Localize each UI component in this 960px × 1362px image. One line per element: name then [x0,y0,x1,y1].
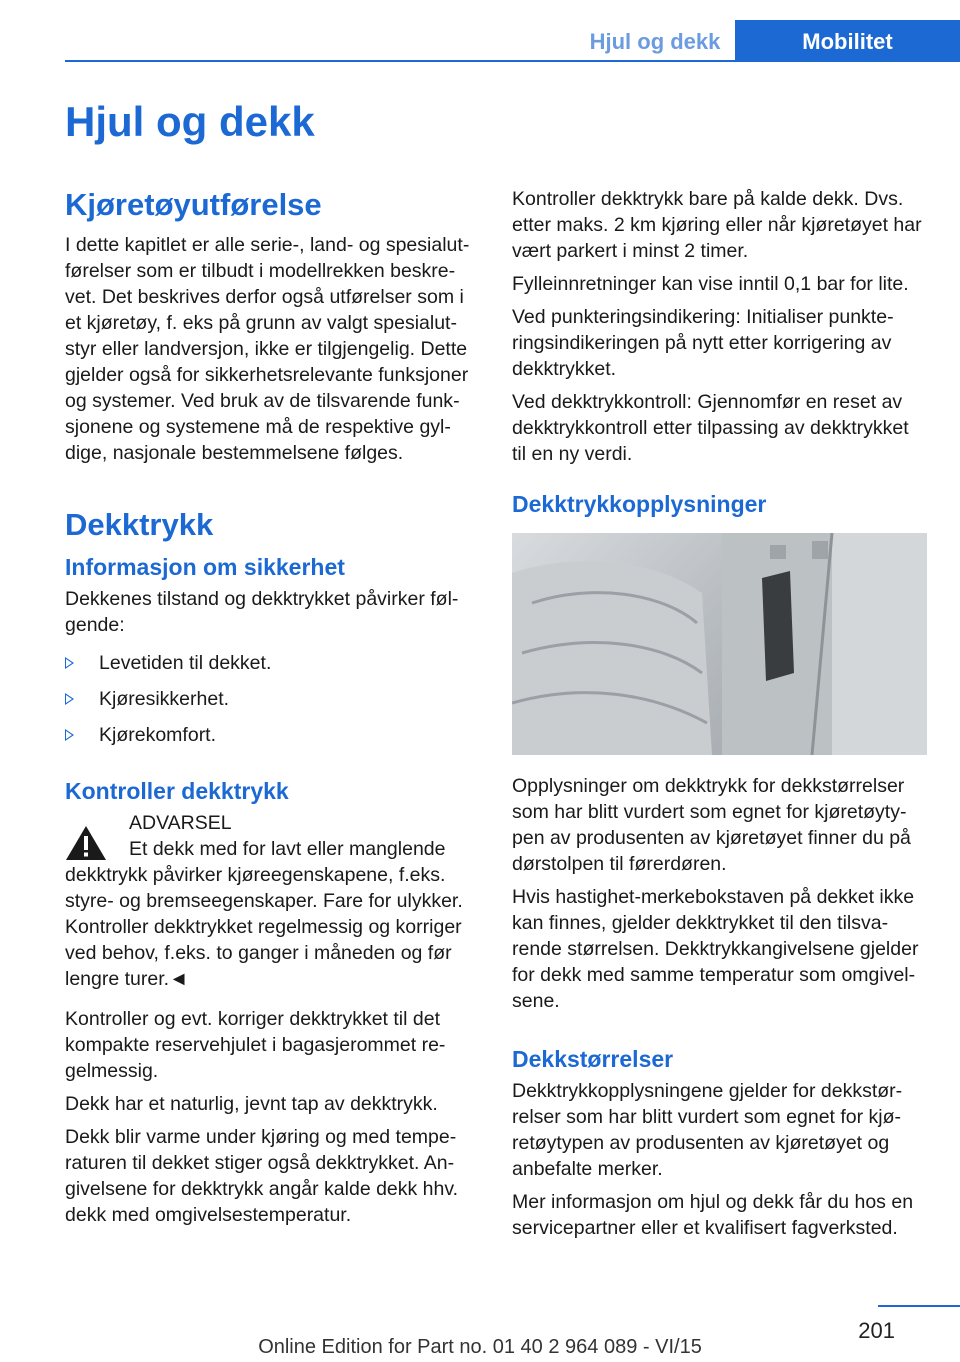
warning-body: dekktrykk påvirker kjøreegenskapene, f.eks. styre- og bremseegenskaper. Fare for ulykker. Kontroller dekktrykket regelmessig og korriger ved behov, f.eks. to ganger i måneden og før lengre turer.◄ [65,864,463,990]
door-pillar-illustration [512,533,927,755]
header-section-tab[interactable]: Hjul og dekk [589,29,721,54]
page-title: Hjul og dekk [65,98,315,145]
header-divider [65,60,960,62]
warning-title: ADVARSEL [129,812,232,834]
right-column [512,186,927,1248]
warning-box [65,810,480,992]
heading-pressure-info: Dekktrykkopplysninger [512,491,767,517]
header-chapter-tab[interactable]: Mobilitet [735,20,960,62]
paragraph-tire-sizes: Dekktrykkopplysningene gjelder for dekkstørrelser som har blitt vurdert som egnet for kjøretøytypen av produsenten av kjøretøyet og anbefalte merker. [512,1080,903,1180]
paragraph-cold-tires: Kontroller dekktrykk bare på kalde dekk. Dvs. etter maks. 2 km kjøring eller når kjøretøyet har vært parkert i minst 2 timer. [512,188,922,262]
triangle-bullet-icon [65,693,74,705]
paragraph-pressure-info-1: Opplysninger om dekktrykk for dekkstørrelser som har blitt vurdert som egnet for kjøretøytypen av produsenten av kjøretøyet finner du på dørstolpen til førerdøren. [512,775,911,875]
list-item [65,722,480,748]
page-number: 201 [858,1318,895,1343]
footer-divider [878,1305,960,1307]
heading-check-pressure: Kontroller dekktrykk [65,778,289,804]
heading-tire-sizes: Dekkstørrelser [512,1046,674,1072]
list-item-text: Levetiden til dekket. [99,652,272,674]
paragraph-spare-wheel: Kontroller og evt. korriger dekktrykket til det kompakte reservehjulet i bagasjerommet regelmessig. [65,1008,446,1082]
left-column [65,186,480,1235]
heading-safety-info: Informasjon om sikkerhet [65,554,345,580]
triangle-bullet-icon [65,657,74,669]
triangle-bullet-icon [65,729,74,741]
bullet-list [65,650,480,748]
list-item-text: Kjørekomfort. [99,724,217,746]
paragraph-vehicle-version: I dette kapitlet er alle serie-, land- og spesialutførelser som er tilbudt i modellrekken beskrevet. Det beskrives derfor også utførelser som i et kjøretøy, f. eks på grunn av valgt spesialutstyr eller landversjon, ikke er tilgjengelig. Dette gjelder også for sikkerhetsrelevante funksjoner og systemer. Ved bruk av de tilsvarende funksjonene og systemene må de respektive gyldige, nasjonale bestemmelsene følges. [65,234,470,464]
paragraph-warm-tires: Dekk blir varme under kjøring og med temperaturen til dekket stiger også dekktrykket. Angivelsene for dekktrykk angår kalde dekk hhv. dekk med omgivelsestemperatur. [65,1126,459,1226]
paragraph-safety-info: Dekkenes tilstand og dekktrykket påvirker følgende: [65,588,459,636]
paragraph-puncture-indicator: Ved punkteringsindikering: Initialiser punkteringsindikeringen på nytt etter korrigering av dekktrykket. [512,306,894,380]
paragraph-more-info: Mer informasjon om hjul og dekk får du hos en servicepartner eller et kvalifisert fagverksted. [512,1191,914,1239]
heading-vehicle-version: Kjøretøyutførelse [65,187,322,222]
edition-footer: Online Edition for Part no. 01 40 2 964 089 - VI/15 [258,1336,702,1358]
list-item-text: Kjøresikkerhet. [99,688,230,710]
list-item [65,686,480,712]
paragraph-pressure-monitor: Ved dekktrykkontroll: Gjennomfør en reset av dekktrykkontroll etter tilpassing av dekktrykket til en ny verdi. [512,391,909,465]
heading-tire-pressure: Dekktrykk [65,507,214,542]
warning-icon [65,824,107,862]
door-pillar-label-photo [512,533,927,755]
paragraph-fill-devices: Fylleinnretninger kan vise inntil 0,1 bar for lite. [512,273,909,295]
paragraph-pressure-info-2: Hvis hastighet-merkebokstaven på dekket ikke kan finnes, gjelder dekktrykket til den tilsvarende størrelsen. Dekktrykkangivelsene gjelder for dekk med samme temperatur som omgivelsene. [512,886,919,1012]
list-item [65,650,480,676]
paragraph-pressure-loss: Dekk har et naturlig, jevnt tap av dekktrykk. [65,1093,438,1115]
warning-lead: Et dekk med for lavt eller manglende [129,838,446,860]
